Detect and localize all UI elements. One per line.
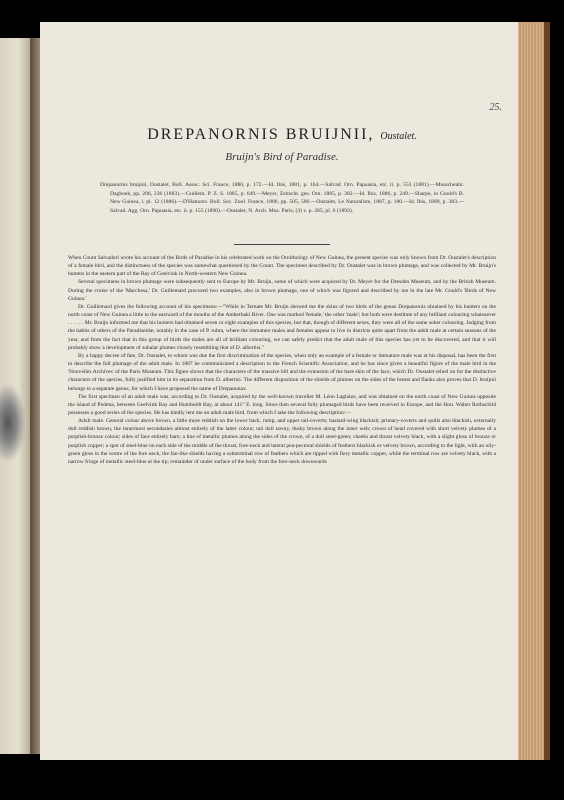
paragraph: When Count Salvadori wrote his account of the Birds of Paradise in his celebrated work on the Ornithology of New Guinea, the present species was only known from Dr. Oustalet's description of a female bird, and the distinctness of the species was somewhat questioned by the Count. The specimen described by Dr. Oustalet was in brown plumage, and was collected by Mr. Bruijn's hunters in the eastern part of the Bay of Geelvink in North-western New Guinea.	[68, 255, 496, 278]
left-page-edge	[0, 38, 30, 754]
species-name: DREPANORNIS BRUIJNII,	[147, 126, 375, 143]
common-name: Bruijn's Bird of Paradise.	[225, 151, 339, 163]
book-gutter	[30, 38, 40, 754]
species-author: Oustalet.	[380, 131, 417, 142]
paragraph: By a happy decree of fate, Dr. Oustalet, to whom was due the first discrimination of the species, when only an example of a female or immature male was at his disposal, has been the first to describe the full plumage of the adult male. In 1887 he communicated a description to the French Scientific Association, and he has since given a beautiful figure of the male bird in the 'Nouvelles Archives' of the Paris Museum. This figure shows that the characters of the massive bill and the extension of the bare skin of the face, which Dr. Oustalet relied on for the distinctive characters of the species, fully justified him in its separation from D. albertisi. The different disposition of the shields of plumes on the sides of the breast and flanks also proves that D. bruijnii belongs to a separate genus, for which I have proposed the name of Drepanonax.	[68, 352, 496, 392]
species-title	[0, 126, 564, 144]
paragraph: Adult male. General colour above brown, a little more reddish on the lower back, rump, and upper tail-coverts; bastard-wing blackish; primary-coverts and quills also blackish, externally dull reddish brown, the innermost secondaries almost entirely of the latter colour; tail dull tawny, dusky brown along the inner web; crown of head covered with short velvety plumes of a purplish-bronze colour; sides of face entirely bare; a line of metallic plumes along the sides of the crown, of a dull steel-green; cheeks and throat velvety black, with a slight gloss of bronze or purplish copper; a spot of steel-blue on each side of the middle of the throat; fore-neck and lateral pea-pectoral shields of feathers blackish or velvety brown, according to the light, with an oily-green gloss in the centre of the fore neck, the fan-like shields having a subterminal row of feathers which are tipped with fiery metallic copper, while the terminal row are velvety black, with a narrow fringe of metallic steel-blue at the tip; remainder of under surface of the body from the fore-neck downwards	[68, 418, 496, 465]
bird-illustration-fragment	[0, 383, 26, 463]
paragraph: Several specimens in brown plumage were subsequently sent to Europe by Mr. Bruijn, some of which were acquired by Dr. Meyer for the Dresden Museum, and by the British Museum. During the cruise of the 'Marchesa,' Dr. Guillemard procured two examples, also in brown plumage, one of which was figured and described by me in the late Mr. Gould's 'Birds of New Guinea.'	[68, 279, 496, 302]
page-number: 25.	[489, 102, 502, 113]
paragraph: The first specimen of an adult male was, according to Dr. Oustalet, acquired by the well-known traveller M. Léon Laglaize, and was obtained on the north coast of New Guinea opposite the island of Podena, between Geelvink Bay and Humboldt Bay, at about 141° E. long. Since then several fully plumaged birds have been received in Europe, and the Hon. Walter Rothschild possesses a good series of the species. He has kindly lent me an adult male bird, from which I take the following description:—	[68, 393, 496, 416]
body-text	[68, 254, 496, 466]
paragraph: Dr. Guillemard gives the following account of his specimens:—"While in Ternate Mr. Bruijn showed me the skins of two birds of the genus Drepanornis obtained by his hunters on the north coast of New Guinea a little to the eastward of the mouths of the Amberbaki River. One was marked 'female,' the other 'male'; but both were destitute of any brilliant colouring whatsoever . . . . . . Mr. Bruijn informed me that his hunters had obtained seven or eight examples of this species, but that, though of different sexes, they were all of the same sober colouring. Judging from the habits of others of the Paradiseidæ, notably in the case of P. rubra, where the immature males and females appear to live in districts quite apart from the adult male at certain seasons of the year, and from the fact that in this group of birds the males are all of brilliant colouring, we can safely predict that the adult male of this species has yet to be discovered, and that it will probably show a development of subalar plumes closely resembling that of D. albertisi."	[68, 303, 496, 351]
synonymy-block: Drepanornis bruijnii, Oustalet, Bull. Assoc. Sci. France, 1880, p. 172.—Id. Ibis, 1881, p. 164.—Salvad. Orn. Papuasia, etc. ii. p. 553 (1881).—Musschenbr. Dagboek, pp. 206, 236 (1883).—Guillem. P. Z. S. 1885, p. 649.—Meyer, Zeitschr. ges. Orn. 1885, p. 382.—Id. Ibis, 1886, p. 249.—Sharpe, in Gould's B. New Guinea, i. pl. 12 (1886).—D'Hamonv. Bull. Soc. Zool. France, 1886, pp. 505, 506.—Oustalet, Le Naturaliste, 1887, p. 180.—Id. Ibis, 1889, p. 383.—Salvad. Agg. Orn. Papuasia, etc. ii. p. 155 (1890).—Oustalet, N. Arch. Mus. Paris, (3) v. p. 285, pl. 6 (1893).	[100, 182, 464, 214]
divider-rule	[234, 244, 330, 245]
